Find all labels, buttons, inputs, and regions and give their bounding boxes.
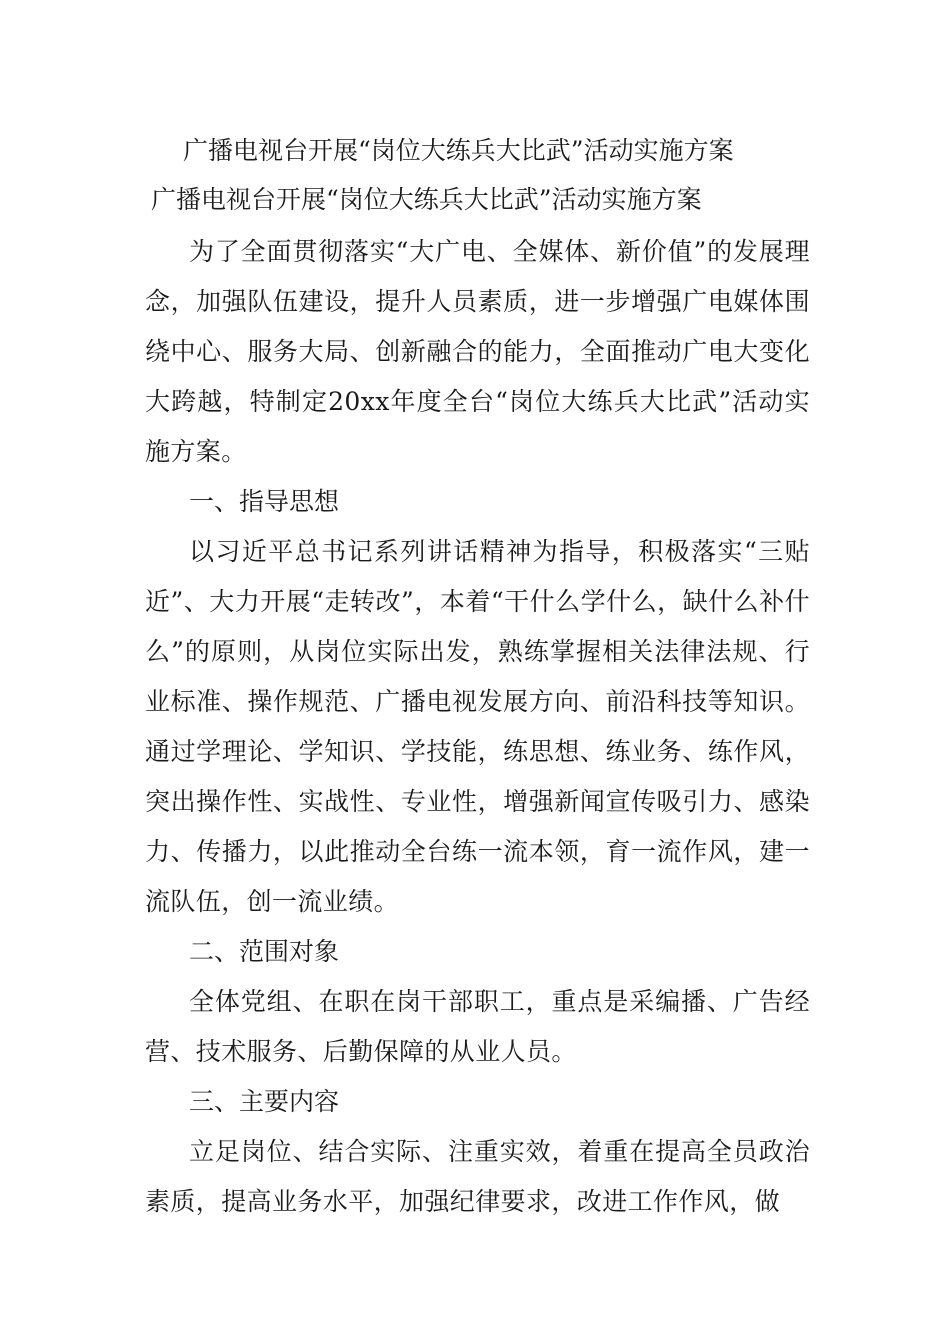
document-body: [145, 227, 810, 1227]
intro-paragraph: 为了全面贯彻落实“大广电、全媒体、新价值”的发展理念，加强队伍建设，提升人员素质，进一步增强广电媒体围绕中心、服务大局、创新融合的能力，全面推动广电大变化大跨越，特制定20xx年度全台“岗位大练兵大比武”活动实施方案。: [145, 237, 810, 466]
section-body-scope: 全体党组、在职在岗干部职工，重点是采编播、广告经营、技术服务、后勤保障的从业人员。: [145, 987, 810, 1066]
document-title: 广播电视台开展“岗位大练兵大比武”活动实施方案: [183, 136, 734, 165]
section-body-guiding-ideology: 以习近平总书记系列讲话精神为指导，积极落实“三贴近”、大力开展“走转改”，本着“干什么学什么，缺什么补什么”的原则，从岗位实际出发，熟练掌握相关法律法规、行业标准、操作规范、广播电视发展方向、前沿科技等知识。通过学理论、学知识、学技能，练思想、练业务、练作风，突出操作性、实战性、专业性，增强新闻宣传吸引力、感染力、传播力，以此推动全台练一流本领，育一流作风，建一流队伍，创一流业绩。: [145, 537, 810, 916]
section-heading-guiding-ideology: 一、指导思想: [189, 487, 340, 516]
document-subtitle: 广播电视台开展“岗位大练兵大比武”活动实施方案: [151, 185, 702, 214]
section-body-main-content: 立足岗位、结合实际、注重实效，着重在提高全员政治素质，提高业务水平，加强纪律要求，改进工作作风，做: [145, 1137, 810, 1216]
section-heading-scope: 二、范围对象: [189, 937, 340, 966]
section-heading-main-content: 三、主要内容: [189, 1087, 340, 1116]
